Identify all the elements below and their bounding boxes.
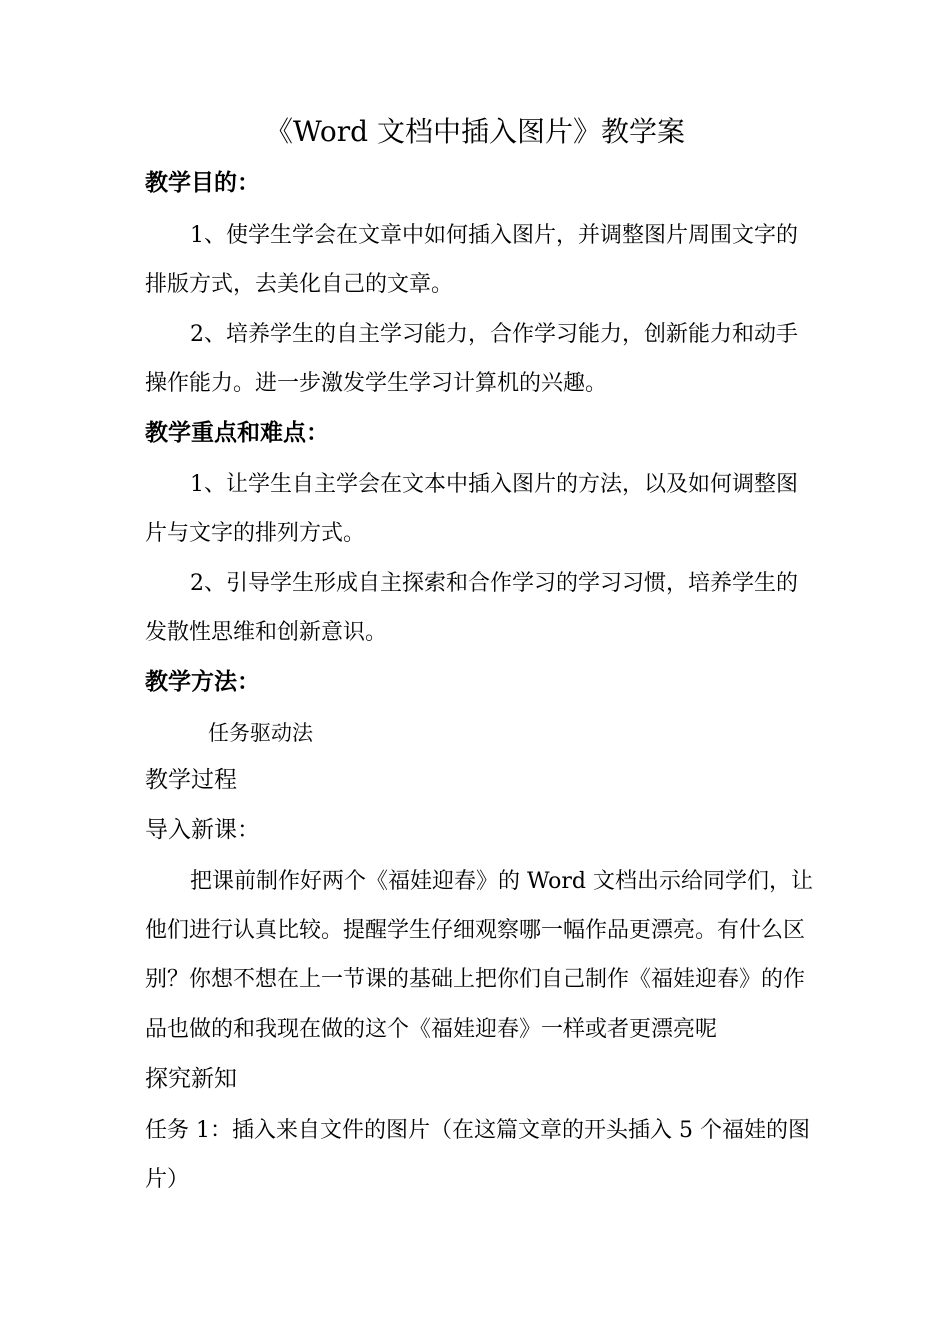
intro-line-3: 别？你想不想在上一节课的基础上把你们自己制作《福娃迎春》的作: [145, 967, 806, 992]
objectives-paragraph-2-line-2: 操作能力。进一步激发学生学习计算机的兴趣。: [145, 371, 608, 396]
intro-line-1: 把课前制作好两个《福娃迎春》的 Word 文档出示给同学们，让: [190, 869, 813, 894]
key-points-paragraph-1-line-2: 片与文字的排列方式。: [145, 521, 366, 546]
task-1-line-2: 片）: [145, 1167, 190, 1192]
intro-heading: 导入新课：: [145, 817, 260, 843]
key-points-heading: 教学重点和难点：: [145, 420, 329, 446]
objectives-paragraph-1-line-2: 排版方式，去美化自己的文章。: [145, 272, 454, 297]
intro-line-2: 他们进行认真比较。提醒学生仔细观察哪一幅作品更漂亮。有什么区: [145, 918, 806, 943]
process-heading: 教学过程: [145, 767, 237, 793]
objectives-heading: 教学目的：: [145, 170, 260, 196]
explore-heading: 探究新知: [145, 1066, 237, 1092]
document-title: 《Word 文档中插入图片》教学案: [265, 115, 685, 148]
key-points-paragraph-2-line-2: 发散性思维和创新意识。: [145, 620, 388, 645]
key-points-paragraph-2-line-1: 2、引导学生形成自主探索和合作学习的学习习惯，培养学生的: [190, 571, 798, 596]
task-1-line-1: 任务 1：插入来自文件的图片（在这篇文章的开头插入 5 个福娃的图: [145, 1118, 810, 1143]
objectives-paragraph-1-line-1: 1、使学生学会在文章中如何插入图片，并调整图片周围文字的: [190, 223, 798, 248]
methods-item: 任务驱动法: [208, 721, 313, 745]
key-points-paragraph-1-line-1: 1、让学生自主学会在文本中插入图片的方法，以及如何调整图: [190, 472, 798, 497]
intro-line-4: 品也做的和我现在做的这个《福娃迎春》一样或者更漂亮呢: [145, 1017, 718, 1042]
methods-heading: 教学方法：: [145, 669, 260, 695]
objectives-paragraph-2-line-1: 2、培养学生的自主学习能力，合作学习能力，创新能力和动手: [190, 322, 798, 347]
